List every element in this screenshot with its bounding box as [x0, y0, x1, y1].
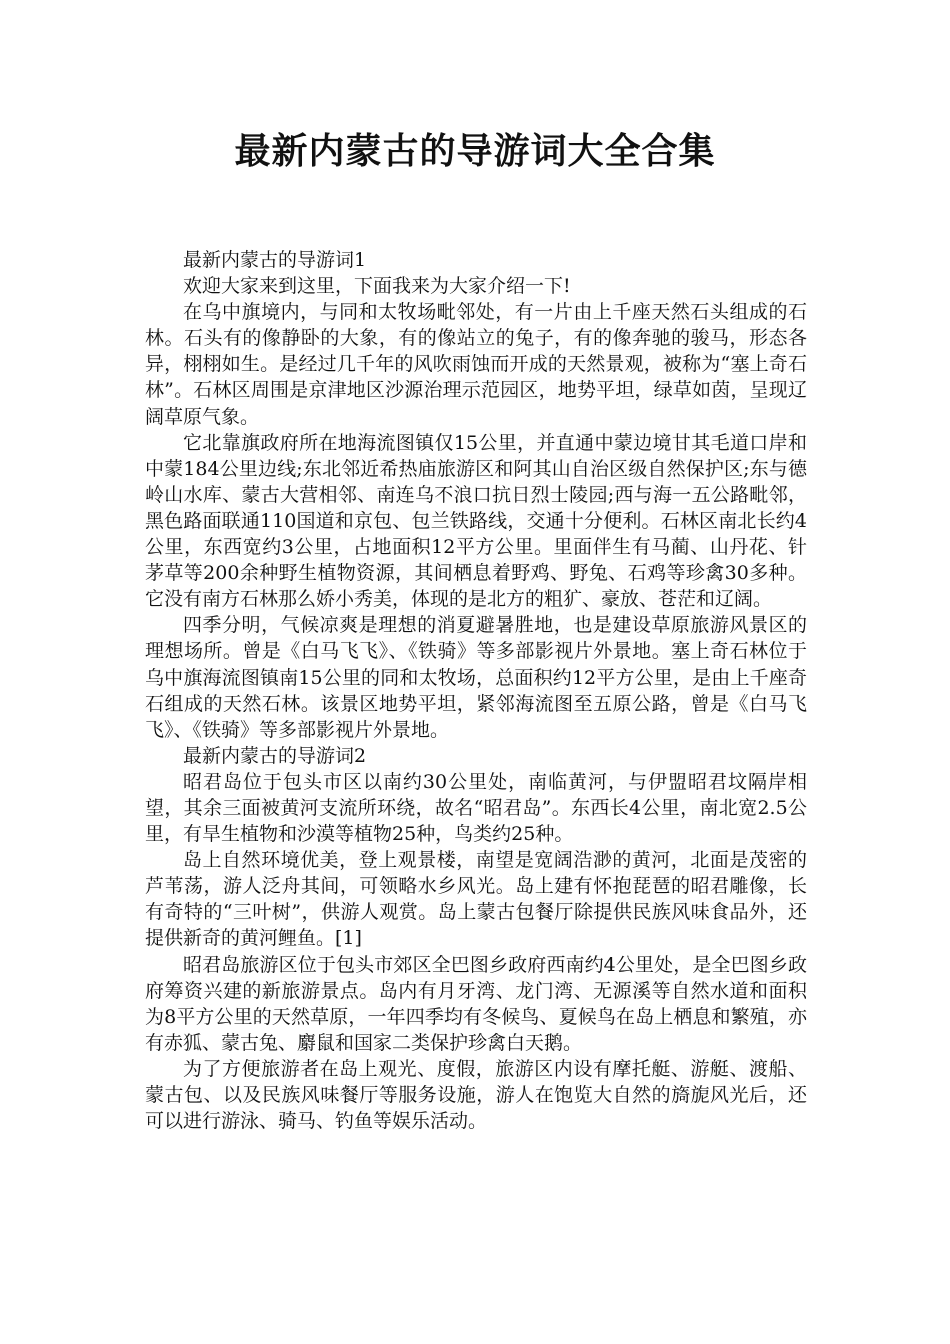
paragraph: 它北靠旗政府所在地海流图镇仅15公里，并直通中蒙边境甘其毛道口岸和中蒙184公里边线;东北邻近希热庙旅游区和阿其山自治区级自然保护区;东与德岭山水库、蒙古大营相邻、南连乌不浪口抗日烈士陵园;西与海一五公路毗邻，黑色路面联通110国道和京包、包兰铁路线，交通十分便利。石林区南北长约4公里，东西宽约3公里，占地面积12平方公里。里面伴生有马蔺、山丹花、针茅草等200余种野生植物资源，其间栖息着野鸡、野兔、石鸡等珍禽30多种。它没有南方石林那么娇小秀美，体现的是北方的粗犷、豪放、苍茫和辽阔。: [145, 431, 807, 611]
section-heading-2: 最新内蒙古的导游词2: [183, 744, 367, 767]
paragraph: 在乌中旗境内，与同和太牧场毗邻处，有一片由上千座天然石头组成的石林。石头有的像静卧的大象，有的像站立的兔子，有的像奔驰的骏马，形态各异，栩栩如生。是经过几千年的风吹雨蚀而开成的天然景观，被称为“塞上奇石林”。石林区周围是京津地区沙源治理示范园区，地势平坦，绿草如茵，呈现辽阔草原气象。: [145, 301, 807, 428]
page-title: 最新内蒙古的导游词大全合集: [234, 131, 716, 172]
document-body: [145, 247, 807, 1134]
paragraph: 昭君岛旅游区位于包头市郊区全巴图乡政府西南约4公里处，是全巴图乡政府筹资兴建的新旅游景点。岛内有月牙湾、龙门湾、无源溪等自然水道和面积为8平方公里的天然草原，一年四季均有冬候鸟、夏候鸟在岛上栖息和繁殖，亦有赤狐、蒙古兔、麝鼠和国家二类保护珍禽白天鹅。: [145, 953, 807, 1054]
paragraph: 昭君岛位于包头市区以南约30公里处，南临黄河，与伊盟昭君坟隔岸相望，其余三面被黄河支流所环绕，故名“昭君岛”。东西长4公里，南北宽2.5公里，有旱生植物和沙漠等植物25种，鸟类约25种。: [145, 770, 807, 846]
section-heading-1: 最新内蒙古的导游词1: [183, 249, 367, 271]
paragraph: 岛上自然环境优美，登上观景楼，南望是宽阔浩渺的黄河，北面是茂密的芦苇荡，游人泛舟其间，可领略水乡风光。岛上建有怀抱琵琶的昭君雕像，长有奇特的“三叶树”，供游人观赏。岛上蒙古包餐厅除提供民族风味食品外，还提供新奇的黄河鲤鱼。[1]: [145, 849, 807, 950]
paragraph: 为了方便旅游者在岛上观光、度假，旅游区内设有摩托艇、游艇、渡船、蒙古包、以及民族风味餐厅等服务设施，游人在饱览大自然的旖旎风光后，还可以进行游泳、骑马、钓鱼等娱乐活动。: [145, 1057, 807, 1133]
paragraph: 四季分明，气候凉爽是理想的消夏避暑胜地，也是建设草原旅游风景区的理想场所。曾是《白马飞飞》、《铁骑》等多部影视片外景地。塞上奇石林位于乌中旗海流图镇南15公里的同和太牧场，总面积约12平方公里，是由上千座奇石组成的天然石林。该景区地势平坦，紧邻海流图至五原公路，曾是《白马飞飞》、《铁骑》等多部影视片外景地。: [145, 614, 807, 741]
paragraph: 欢迎大家来到这里，下面我来为大家介绍一下!: [183, 275, 571, 298]
